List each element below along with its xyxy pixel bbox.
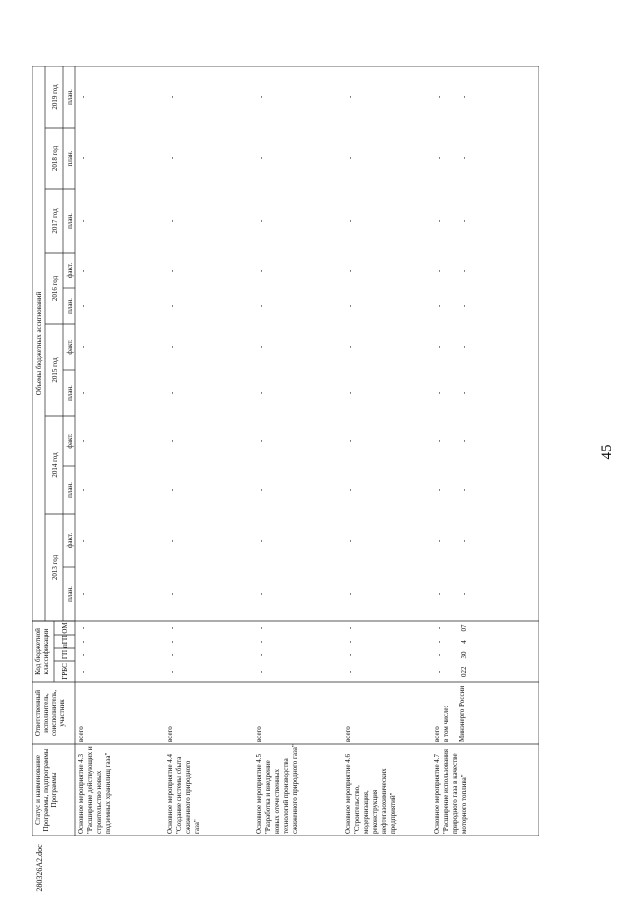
budget-value-dash: -	[257, 156, 265, 160]
budget-value-dash: -	[79, 219, 87, 223]
budget-value-dash: -	[460, 95, 468, 99]
year-2017: 2017 год	[51, 208, 59, 234]
budget-value-dash: -	[79, 95, 87, 99]
budget-value-dash: -	[257, 592, 265, 596]
kbk-value: -	[168, 653, 176, 657]
page-number: 45	[599, 444, 615, 460]
kbk-value: -	[435, 653, 443, 657]
subhead-plan: план.	[66, 150, 74, 167]
kbk-value: 30	[460, 651, 468, 659]
kbk-value: -	[435, 626, 443, 630]
kbk-value: 022	[460, 666, 468, 677]
year-2014: 2014 год	[51, 452, 59, 478]
subhead-plan: план.	[66, 89, 74, 105]
budget-value-dash: -	[435, 539, 443, 543]
row-executor: всего	[255, 726, 263, 742]
budget-value-dash: -	[257, 304, 265, 308]
row-sub-executor: Минэнерго России	[458, 685, 466, 742]
budget-value-dash: -	[346, 391, 354, 395]
budget-value-dash: -	[435, 488, 443, 492]
budget-value-dash: -	[79, 488, 87, 492]
budget-value-dash: -	[460, 219, 468, 223]
kbk-value: 07	[460, 624, 468, 632]
row-name: Основное мероприятие 4.5 "Разработка и внедрение новых отечественных технологий производства сжиженного природного газа"	[255, 744, 299, 834]
budget-value-dash: -	[346, 219, 354, 223]
subhead-plan: план.	[66, 213, 74, 229]
budget-value-dash: -	[79, 156, 87, 160]
budget-value-dash: -	[168, 304, 176, 308]
header-budget: Объемы бюджетных ассигнований	[35, 291, 43, 396]
budget-value-dash: -	[346, 269, 354, 273]
budget-value-dash: -	[435, 304, 443, 308]
year-2018: 2018 год	[51, 145, 59, 172]
kbk-value: -	[257, 626, 265, 630]
kbk-value: -	[79, 626, 87, 630]
budget-value-dash: -	[460, 391, 468, 395]
budget-value-dash: -	[257, 95, 265, 99]
budget-value-dash: -	[460, 592, 468, 596]
budget-value-dash: -	[346, 345, 354, 349]
kbk-value: -	[168, 640, 176, 644]
kbk-value: -	[346, 626, 354, 630]
budget-value-dash: -	[346, 439, 354, 443]
year-2013: 2013 год	[51, 554, 59, 581]
row-name: Основное мероприятие 4.7 "Расширение использования природного газа в качестве моторного топлива"	[433, 748, 468, 834]
budget-value-dash: -	[168, 439, 176, 443]
header-kbk: Код бюджетной классификации	[34, 628, 50, 675]
budget-value-dash: -	[257, 439, 265, 443]
document-id: 280326A2.doc	[35, 844, 44, 892]
budget-value-dash: -	[460, 539, 468, 543]
budget-value-dash: -	[168, 219, 176, 223]
budget-value-dash: -	[168, 269, 176, 273]
kbk-value: -	[346, 640, 354, 644]
kbk-value: -	[168, 626, 176, 630]
budget-value-dash: -	[257, 488, 265, 492]
kbk-value: -	[257, 653, 265, 657]
budget-value-dash: -	[435, 439, 443, 443]
budget-value-dash: -	[435, 345, 443, 349]
budget-value-dash: -	[257, 269, 265, 273]
row-name: Основное мероприятие 4.6 "Строительство, модернизация, реконструкция нефтегазохимических предприятий"	[344, 753, 397, 834]
header-kbk-pgp: пГП	[61, 635, 69, 648]
kbk-value: -	[257, 670, 265, 674]
year-2019: 2019 год	[51, 84, 59, 110]
budget-value-dash: -	[460, 269, 468, 273]
budget-value-dash: -	[79, 592, 87, 596]
header-status: Статус и наименование Программы, подпрограммы Программы	[34, 748, 58, 832]
budget-value-dash: -	[79, 269, 87, 273]
kbk-value: -	[79, 653, 87, 657]
budget-value-dash: -	[435, 219, 443, 223]
budget-value-dash: -	[460, 439, 468, 443]
kbk-value: -	[346, 653, 354, 657]
row-executor: всего	[344, 726, 352, 742]
budget-value-dash: -	[435, 391, 443, 395]
budget-value-dash: -	[346, 539, 354, 543]
kbk-value: 4	[460, 640, 468, 644]
budget-value-dash: -	[168, 539, 176, 543]
subhead-fact: факт.	[66, 532, 74, 549]
budget-value-dash: -	[346, 95, 354, 99]
budget-value-dash: -	[168, 391, 176, 395]
budget-value-dash: -	[346, 156, 354, 160]
budget-value-dash: -	[168, 592, 176, 596]
budget-value-dash: -	[79, 304, 87, 308]
header-executor: Ответственный исполнитель, соисполнитель, участник	[34, 689, 66, 737]
budget-value-dash: -	[435, 156, 443, 160]
subhead-fact: факт.	[66, 433, 74, 449]
budget-value-dash: -	[168, 95, 176, 99]
budget-value-dash: -	[168, 488, 176, 492]
budget-value-dash: -	[79, 439, 87, 443]
kbk-value: -	[79, 640, 87, 644]
row-executor: всего	[166, 726, 174, 742]
budget-value-dash: -	[79, 391, 87, 395]
budget-value-dash: -	[460, 304, 468, 308]
row-name: Основное мероприятие 4.3 "Расширение действующих и строительство новых подземных хранилищ газа"	[77, 746, 112, 834]
budget-value-dash: -	[257, 391, 265, 395]
kbk-value: -	[79, 670, 87, 674]
subhead-plan: план.	[66, 586, 74, 602]
budget-value-dash: -	[168, 345, 176, 349]
budget-value-dash: -	[346, 304, 354, 308]
budget-value-dash: -	[257, 219, 265, 223]
budget-value-dash: -	[257, 345, 265, 349]
budget-value-dash: -	[435, 592, 443, 596]
header-kbk-grbs: ГРБС	[61, 663, 69, 680]
year-2015: 2015 год	[51, 357, 59, 383]
subhead-plan: план.	[66, 482, 74, 498]
budget-value-dash: -	[460, 488, 468, 492]
budget-value-dash: -	[460, 345, 468, 349]
budget-value-dash: -	[168, 156, 176, 160]
budget-value-dash: -	[257, 539, 265, 543]
kbk-value: -	[168, 670, 176, 674]
budget-value-dash: -	[460, 156, 468, 160]
budget-table-rotated	[32, 66, 539, 836]
year-2016: 2016 год	[51, 275, 59, 302]
budget-value-dash: -	[79, 345, 87, 349]
budget-value-dash: -	[435, 95, 443, 99]
budget-value-dash: -	[79, 539, 87, 543]
row-executor: всего в том числе:	[433, 705, 450, 742]
kbk-value: -	[257, 640, 265, 644]
header-kbk-gp: ГП	[61, 649, 69, 660]
budget-value-dash: -	[346, 488, 354, 492]
row-executor: всего	[77, 726, 85, 742]
row-name: Основное мероприятие 4.4 "Создание системы сбыта сжиженного природного газа"	[166, 753, 201, 834]
header-kbk-om: ОМ	[61, 622, 69, 634]
subhead-plan: план.	[66, 385, 74, 401]
budget-value-dash: -	[435, 269, 443, 273]
kbk-value: -	[346, 670, 354, 674]
kbk-value: -	[435, 670, 443, 674]
subhead-fact: факт.	[66, 262, 74, 279]
subhead-fact: факт.	[66, 339, 74, 355]
kbk-value: -	[435, 640, 443, 644]
budget-value-dash: -	[346, 592, 354, 596]
subhead-plan: план.	[66, 298, 74, 314]
